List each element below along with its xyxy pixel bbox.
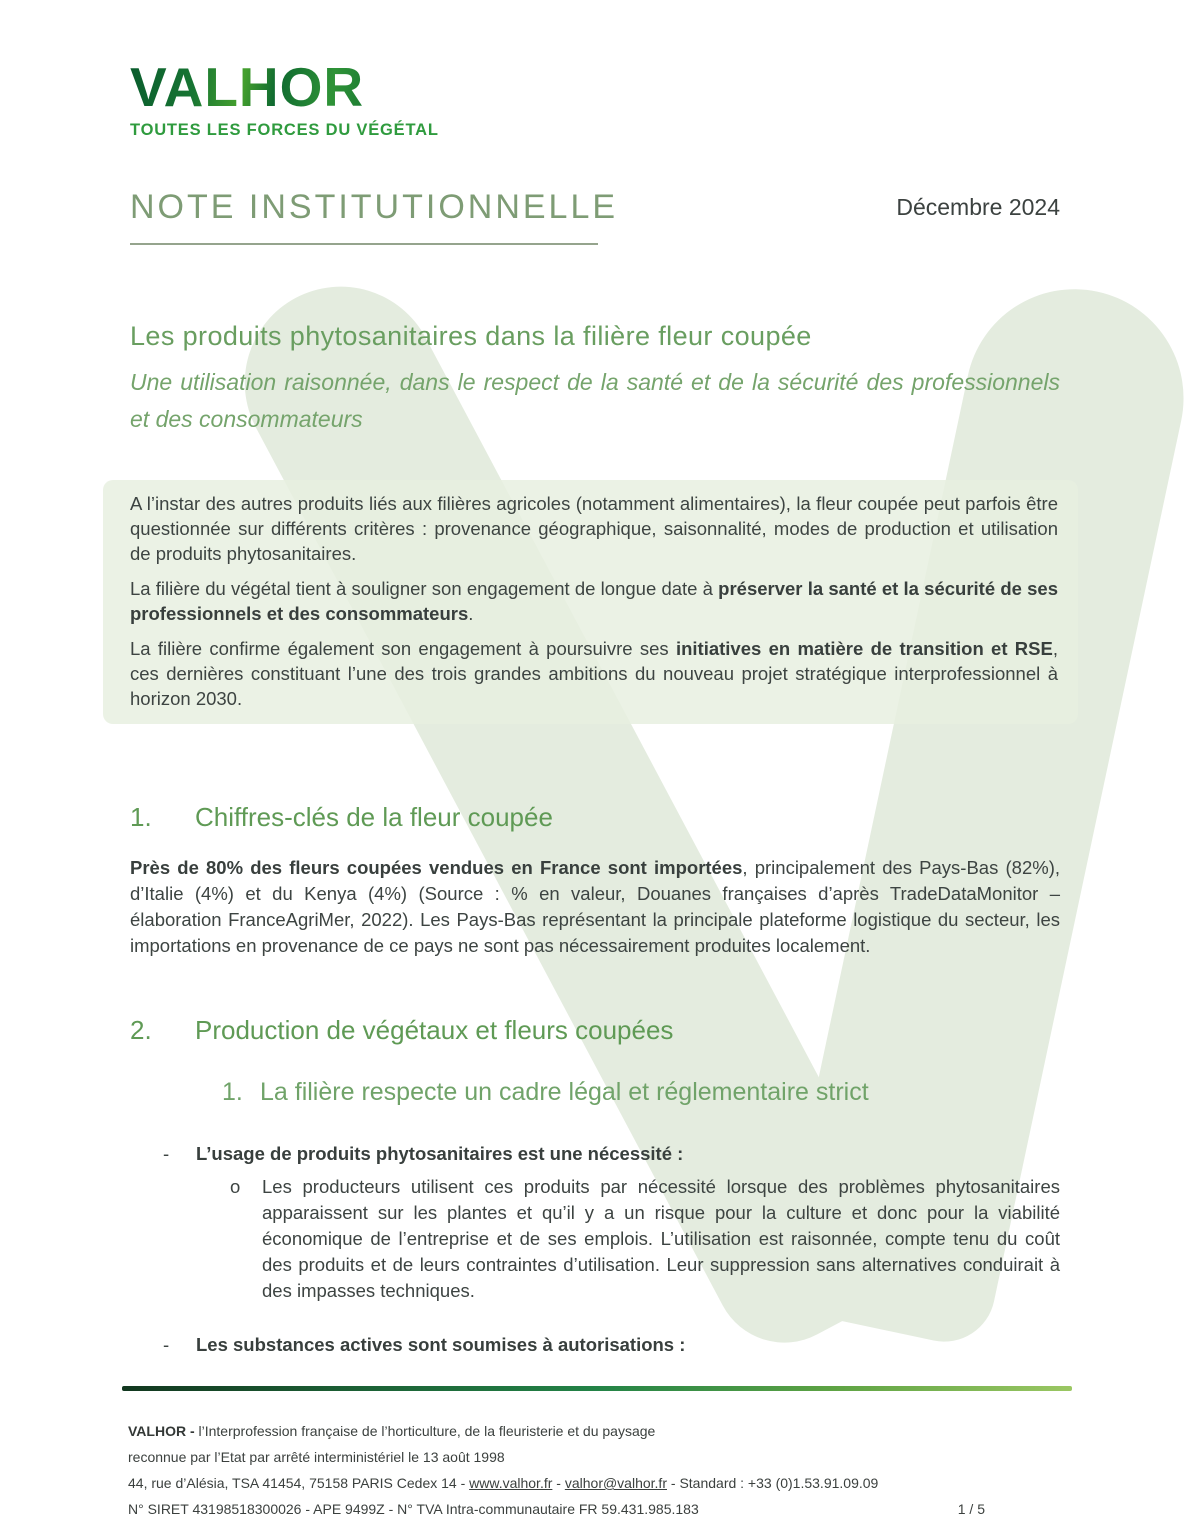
bullet-item-1-text: L’usage de produits phytosanitaires est une nécessité :	[196, 1143, 684, 1164]
document-title: Les produits phytosanitaires dans la filière fleur coupée	[130, 321, 812, 351]
bullet-item-1	[130, 1141, 1060, 1166]
intro-paragraph-1: A l’instar des autres produits liés aux filières agricoles (notamment alimentaires), la fleur coupée peut parfois être questionnée sur différents critères : provenance géographique, saisonnalité, modes de production et utilisation de produits phytosanitaires.	[130, 493, 1058, 564]
valhor-logo	[130, 56, 1060, 140]
section-1-paragraph	[130, 855, 1060, 959]
intro-paragraph-2-text: La filière du végétal tient à souligner son engagement de longue date à	[130, 578, 719, 599]
footer-org-description: l’Interprofession française de l’horticulture, de la fleuristerie et du paysage	[194, 1423, 656, 1439]
header-row	[130, 188, 1060, 227]
date-label: Décembre 2024	[896, 194, 1060, 220]
bullet-item-2	[130, 1332, 1060, 1357]
footer-org-name: VALHOR -	[128, 1423, 195, 1439]
dash-bullet-marker: -	[163, 1334, 170, 1355]
subheading-1-number: 1.	[222, 1078, 243, 1106]
section-2-heading	[130, 1015, 1060, 1046]
intro-highlight-block	[103, 480, 1078, 724]
document-content	[0, 56, 1187, 1357]
footer-legal-line	[128, 1496, 1072, 1522]
section-2-subheading-1	[130, 1078, 1060, 1107]
subheading-1-title: La filière respecte un cadre légal et réglementaire strict	[260, 1078, 869, 1106]
footer-text	[122, 1418, 1072, 1522]
footer-siret: N° SIRET 43198518300026 - APE 9499Z - N° TVA Intra-communautaire FR 59.431.985.183	[128, 1501, 699, 1517]
footer-separator: -	[552, 1475, 565, 1491]
section-1-title: Chiffres-clés de la fleur coupée	[195, 802, 553, 832]
document-subtitle: Une utilisation raisonnée, dans le respect de la santé et de la sécurité des professionnels et des consommateurs	[130, 369, 1060, 432]
section-1-paragraph-bold: Près de 80% des fleurs coupées vendues en France sont importées	[130, 857, 743, 878]
valhor-logo-tagline: TOUTES LES FORCES DU VÉGÉTAL	[130, 121, 439, 139]
valhor-logo-wordmark: VALHOR	[130, 56, 365, 118]
footer-org-line	[128, 1418, 1072, 1444]
footer-phone: - Standard : +33 (0)1.53.91.09.09	[667, 1475, 879, 1491]
section-1-heading	[130, 802, 1060, 833]
intro-paragraph-2-end: .	[468, 603, 474, 624]
intro-paragraph-3	[130, 636, 1058, 711]
section-1-number: 1.	[130, 802, 152, 832]
intro-paragraph-2	[130, 576, 1058, 626]
section-1-paragraph-text: , principalement des Pays-Bas (82%), d’Italie (4%) et du Kenya (4%) (Source : % en valeur, Douanes françaises d’après TradeDataMonitor – élaboration FranceAgriMer, 2022). Les Pays-Bas représentant la principale plateforme logistique du secteur, les importations en provenance de ce pays ne sont pas nécessairement produites localement.	[130, 857, 1060, 956]
intro-paragraph-2-bold: préserver la santé et la sécurité de ses professionnels et des consommateurs	[130, 578, 1058, 624]
circle-bullet-marker: o	[230, 1176, 241, 1197]
footer-address: 44, rue d’Alésia, TSA 41454, 75158 PARIS Cedex 14 -	[128, 1475, 470, 1491]
footer-website-link[interactable]: www.valhor.fr	[469, 1475, 553, 1491]
header-underline	[130, 243, 598, 245]
footer-email-link[interactable]: valhor@valhor.fr	[564, 1475, 667, 1491]
sub-bullet-item-1	[130, 1174, 1060, 1304]
dash-bullet-marker: -	[163, 1143, 170, 1164]
intro-paragraph-3-bold: initiatives en matière de transition et RSE	[675, 638, 1053, 659]
sub-bullet-item-1-text: Les producteurs utilisent ces produits par nécessité lorsque des problèmes phytosanitaires apparaissent sur les plantes et qu’il y a un risque pour la culture et donc pour la viabilité économique de l’entreprise et de ses emplois. L’utilisation est raisonnée, compte tenu du coût des produits et de leurs contraintes d’utilisation. Leur suppression sans alternatives conduirait à des impasses techniques.	[262, 1176, 1060, 1301]
intro-paragraph-3-text: La filière confirme également son engagement à poursuivre ses	[130, 638, 676, 659]
section-2-title: Production de végétaux et fleurs coupées	[195, 1015, 674, 1045]
footer-recognition-line: reconnue par l’Etat par arrêté interministériel le 13 août 1998	[128, 1449, 505, 1465]
note-type-label: NOTE INSTITUTIONNELLE	[130, 188, 619, 226]
footer-gradient-divider	[122, 1386, 1072, 1391]
page-number: 1 / 5	[957, 1501, 985, 1517]
bullet-item-2-text: Les substances actives sont soumises à autorisations :	[196, 1334, 686, 1355]
footer-address-line	[128, 1470, 1072, 1496]
section-2-number: 2.	[130, 1015, 152, 1045]
intro-paragraph-3-end: , ces dernières constituant l’une des trois grandes ambitions du nouveau projet stratégique interprofessionnel à horizon 2030.	[130, 638, 1058, 709]
page-footer	[122, 1386, 1072, 1522]
